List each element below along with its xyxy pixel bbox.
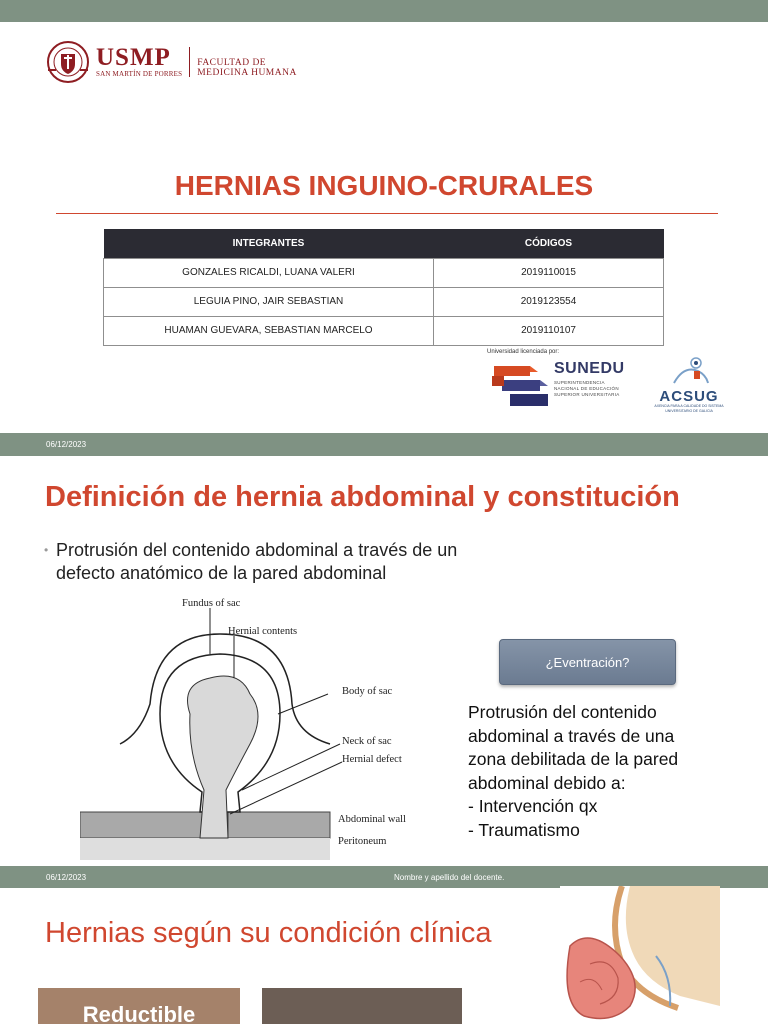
slide2-footer-bar — [0, 866, 768, 888]
top-bar — [0, 0, 768, 22]
license-label: Universidad licenciada por: — [487, 349, 560, 355]
anatomy-illustration — [560, 886, 720, 1024]
sunedu-blocks-icon — [490, 360, 552, 412]
eventracion-button[interactable]: ¿Eventración? — [499, 639, 676, 685]
member-name: GONZALES RICALDI, LUANA VALERI — [104, 258, 434, 287]
footer-date: 06/12/2023 — [46, 440, 87, 449]
table-row — [104, 316, 664, 345]
slide3-title: Hernias según su condición clínica — [45, 917, 492, 949]
acsug-name: ACSUG — [659, 388, 719, 405]
member-name: LEGUIA PINO, JAIR SEBASTIAN — [104, 287, 434, 316]
usmp-subtitle: SAN MARTÍN DE PORRES — [96, 70, 183, 78]
title-divider — [56, 213, 718, 214]
slide1-footer-bar — [0, 433, 768, 456]
label-contents: Hernial contents — [228, 626, 298, 637]
sunedu-logo — [490, 360, 625, 412]
definition-bullet: • Protrusión del contenido abdominal a través de un defecto anatómico de la pared abdominal — [44, 540, 458, 583]
peritoneum-band — [80, 838, 330, 860]
label-body: Body of sac — [342, 686, 393, 697]
label-defect: Hernial defect — [342, 754, 402, 765]
usmp-shield-icon — [44, 40, 92, 84]
header-integrantes: INTEGRANTES — [104, 229, 434, 258]
logo-separator — [189, 47, 190, 77]
acsug-emblem-icon — [668, 355, 710, 385]
label-fundus: Fundus of sac — [182, 598, 241, 609]
footer-docente: Nombre y apellido del docente. — [394, 873, 505, 882]
hernia-diagram — [80, 594, 450, 862]
member-code: 2019110015 — [434, 258, 664, 287]
usmp-name: USMP — [96, 44, 171, 71]
slide1-title: HERNIAS INGUINO-CRURALES — [174, 170, 594, 201]
table-row — [104, 287, 664, 316]
label-peritoneum: Peritoneum — [338, 836, 387, 847]
faculty-name: FACULTAD DE MEDICINA HUMANA — [197, 58, 297, 78]
acsug-subtitle: AXENCIA PARA A CALIDADE DO SISTEMA UNIVERSITARIO DE GALICIA — [654, 404, 724, 413]
header-codigos: CÓDIGOS — [434, 229, 664, 258]
footer-date: 06/12/2023 — [46, 873, 87, 882]
label-wall: Abdominal wall — [338, 814, 406, 825]
abdominal-wall-right — [228, 812, 330, 838]
reductible-box[interactable]: Reductible — [38, 988, 240, 1024]
members-table — [103, 229, 664, 346]
label-neck: Neck of sac — [342, 736, 392, 747]
slide2-title: Definición de hernia abdominal y constitución — [45, 481, 680, 513]
second-condition-box[interactable] — [262, 988, 462, 1024]
bullet-dot-icon: • — [44, 543, 49, 557]
member-code: 2019110107 — [434, 316, 664, 345]
member-name: HUAMAN GUEVARA, SEBASTIAN MARCELO — [104, 316, 434, 345]
acsug-logo — [644, 355, 734, 414]
table-header-row — [104, 229, 664, 258]
member-code: 2019123554 — [434, 287, 664, 316]
usmp-logo — [44, 40, 297, 84]
sunedu-name: SUNEDU — [554, 360, 625, 377]
eventracion-definition: Protrusión del contenido abdominal a través de una zona debilitada de la pared abdominal debido a: - Intervención qx - Traumatismo — [468, 702, 679, 840]
table-row — [104, 258, 664, 287]
sunedu-subtitle: SUPERINTENDENCIA NACIONAL DE EDUCACIÓN SUPERIOR UNIVERSITARIA — [554, 380, 620, 397]
